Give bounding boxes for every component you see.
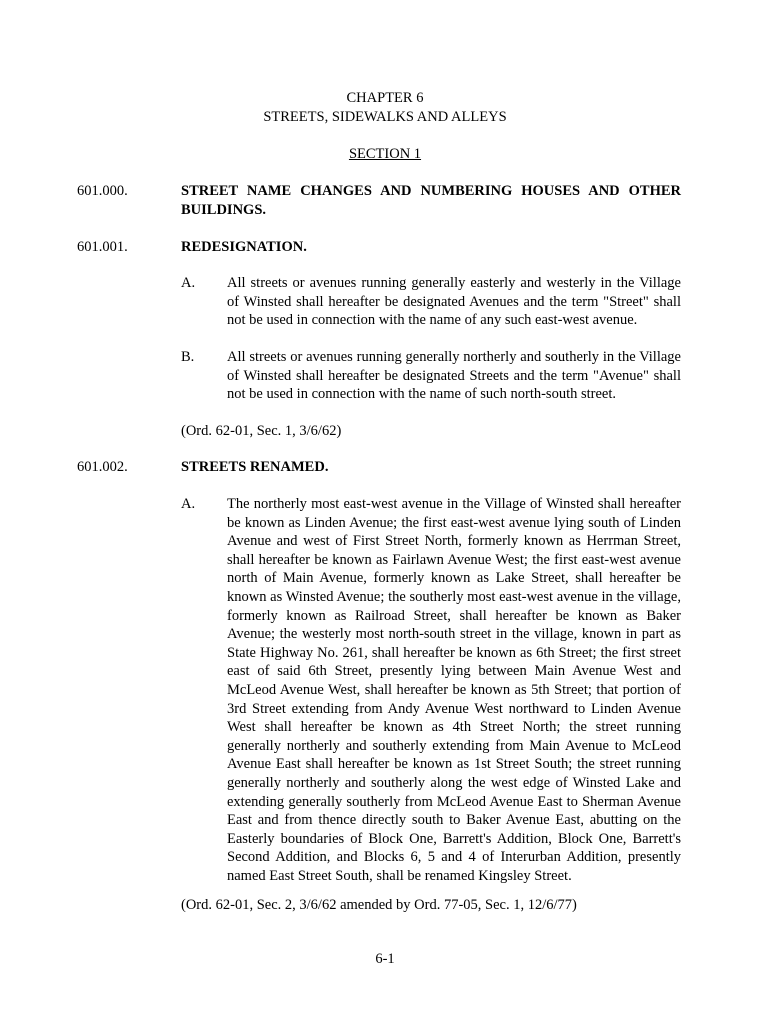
ordinance-citation: (Ord. 62-01, Sec. 1, 3/6/62) — [181, 423, 342, 439]
section-heading-601-000: STREET NAME CHANGES AND NUMBERING HOUSES AND OTHER BUILDINGS. — [181, 183, 681, 218]
item-letter: A. — [181, 275, 196, 291]
section-heading-601-002: STREETS RENAMED. — [181, 459, 329, 475]
section-heading: SECTION 1 — [348, 146, 422, 162]
chapter-title: CHAPTER 6 — [346, 90, 424, 106]
page-number: 6-1 — [375, 951, 395, 967]
item-letter: B. — [181, 349, 195, 365]
ordinance-citation: (Ord. 62-01, Sec. 2, 3/6/62 amended by Ord. 77-05, Sec. 1, 12/6/77) — [181, 897, 577, 913]
section-heading-601-001: REDESIGNATION. — [181, 239, 307, 255]
section-number-601-002: 601.002. — [77, 459, 128, 475]
item-paragraph: All streets or avenues running generally northerly and southerly in the Village of Winsted shall hereafter be designated Streets and the term "Avenue" shall not be used in connection with the name of such north-south street. — [227, 349, 681, 403]
item-paragraph: The northerly most east-west avenue in the Village of Winsted shall hereafter be known as Linden Avenue; the first east-west avenue lying south of Linden Avenue and west of First Street North, formerly known as Herrman Street, shall hereafter be known as Fairlawn Avenue West; the first east-west avenue north of Main Avenue, formerly known as Lake Street, shall hereafter be known as Winsted Avenue; the southerly most east-west avenue in the village, formerly known as Railroad Street, shall hereafter be known as Baker Avenue; the westerly most north-south street in the village, known in part as State Highway No. 261, shall hereafter be known as 6th Street; the first street east of said 6th Street, presently lying between Main Avenue West and McLeod Avenue West, shall hereafter be known as 5th Street; that portion of 3rd Street extending from Andy Avenue West northward to Linden Avenue West shall hereafter be known as 4th Street North; the street running generally northerly and southerly extending from Main Avenue to McLeod Avenue East shall hereafter be known as 1st Street South; the street running generally northerly and southerly along the west edge of Winsted Lake and extending generally southerly from McLeod Avenue East to Sherman Avenue East and from thence directly south to Baker Avenue East, abutting on the Easterly boundaries of Block One, Barrett's Addition, Block One, Barrett's Second Addition, and Blocks 6, 5 and 4 of Interurban Addition, presently named East Street South, shall be renamed Kingsley Street. — [227, 496, 681, 884]
section-number-601-000: 601.000. — [77, 183, 128, 199]
section-number-601-001: 601.001. — [77, 239, 128, 255]
item-letter: A. — [181, 496, 196, 512]
item-paragraph: All streets or avenues running generally easterly and westerly in the Village of Winsted shall hereafter be designated Avenues and the term "Street" shall not be used in connection with the name of any such east-west avenue. — [227, 275, 681, 329]
chapter-subtitle: STREETS, SIDEWALKS AND ALLEYS — [263, 109, 507, 125]
